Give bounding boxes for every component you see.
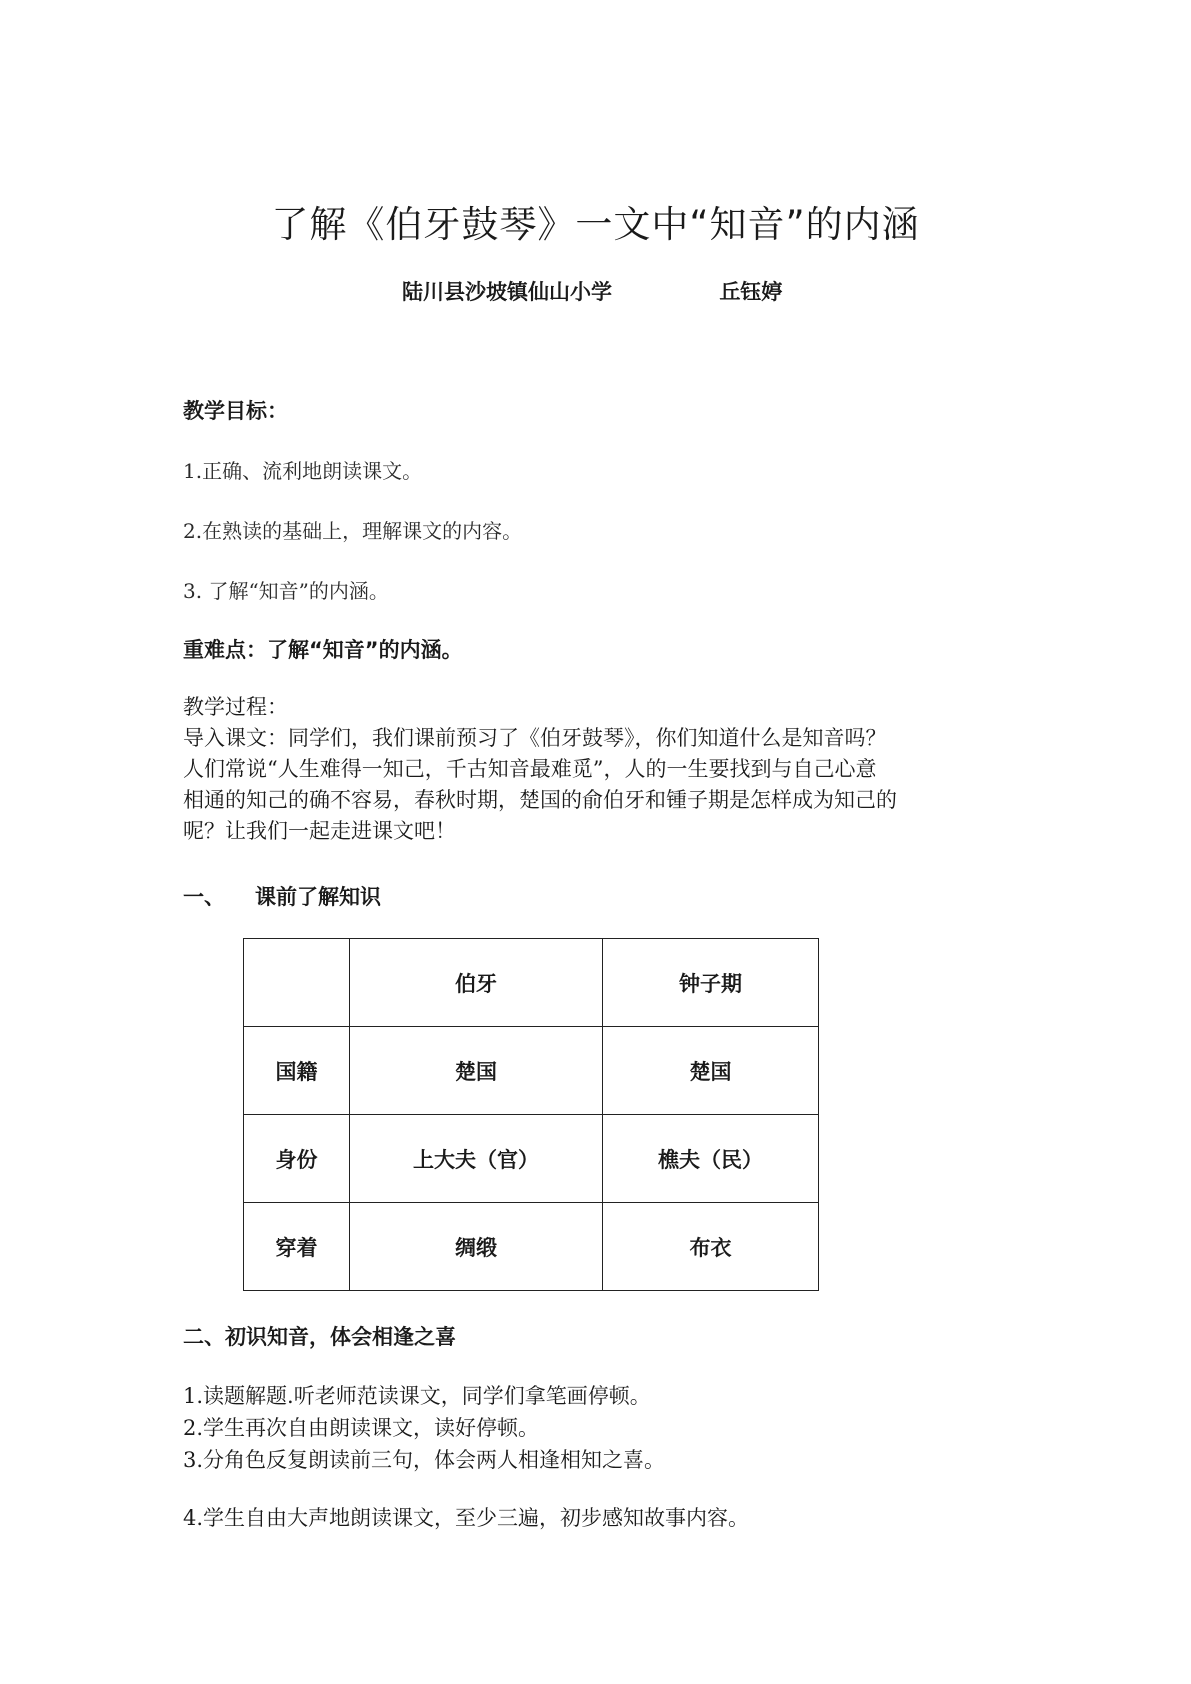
list-item: 3.分角色反复朗读前三句，体会两人相逢相知之喜。 xyxy=(183,1448,666,1472)
intro-line: 人们常说“人生难得一知己，千古知音最难觅”，人的一生要找到与自己心意 xyxy=(183,757,877,781)
objectives-heading: 教学目标： xyxy=(183,399,288,423)
table-header-cell xyxy=(244,939,350,1027)
author-name: 丘钰婷 xyxy=(719,280,783,304)
list-item: 4.学生自由大声地朗读课文，至少三遍，初步感知故事内容。 xyxy=(183,1506,750,1530)
section2-heading: 二、初识知音，体会相逢之喜 xyxy=(183,1325,456,1349)
table-cell: 身份 xyxy=(244,1115,350,1203)
table-cell: 布衣 xyxy=(603,1203,819,1291)
list-item: 1.读题解题.听老师范读课文，同学们拿笔画停顿。 xyxy=(183,1384,651,1408)
section2-list xyxy=(183,1380,1023,1476)
knowledge-table xyxy=(243,938,819,1291)
table-cell: 楚国 xyxy=(350,1027,603,1115)
document-title: 了解《伯牙鼓琴》一文中“知音”的内涵 xyxy=(271,203,920,246)
process-section xyxy=(183,692,1023,847)
table-header-row xyxy=(244,939,819,1027)
objective-item: 1.正确、流利地朗读课文。 xyxy=(183,459,423,483)
author-school: 陆川县沙坡镇仙山小学 xyxy=(402,280,612,304)
table-cell: 上大夫（官） xyxy=(350,1115,603,1203)
intro-line: 呢？让我们一起走进课文吧！ xyxy=(183,819,456,843)
key-point: 重难点：了解“知音”的内涵。 xyxy=(183,638,463,662)
table-row xyxy=(244,1115,819,1203)
objective-item: 3. 了解“知音”的内涵。 xyxy=(183,579,389,603)
table-header-cell: 伯牙 xyxy=(350,939,603,1027)
process-heading: 教学过程： xyxy=(183,695,288,719)
table-cell: 国籍 xyxy=(244,1027,350,1115)
table-cell: 绸缎 xyxy=(350,1203,603,1291)
table-cell: 楚国 xyxy=(603,1027,819,1115)
table-cell: 穿着 xyxy=(244,1203,350,1291)
section1-heading xyxy=(183,882,1023,912)
section1-number: 一、 xyxy=(183,885,225,909)
table-row xyxy=(244,1203,819,1291)
section1-title: 课前了解知识 xyxy=(255,885,381,909)
table-header-cell: 钟子期 xyxy=(603,939,819,1027)
intro-line: 相通的知己的确不容易，春秋时期，楚国的俞伯牙和锺子期是怎样成为知己的 xyxy=(183,788,897,812)
author-line xyxy=(402,276,782,306)
table-row xyxy=(244,1027,819,1115)
table-cell: 樵夫（民） xyxy=(603,1115,819,1203)
list-item: 2.学生再次自由朗读课文，读好停顿。 xyxy=(183,1416,540,1440)
objective-item: 2.在熟读的基础上，理解课文的内容。 xyxy=(183,519,523,543)
intro-line: 导入课文：同学们，我们课前预习了《伯牙鼓琴》，你们知道什么是知音吗？ xyxy=(183,726,887,750)
